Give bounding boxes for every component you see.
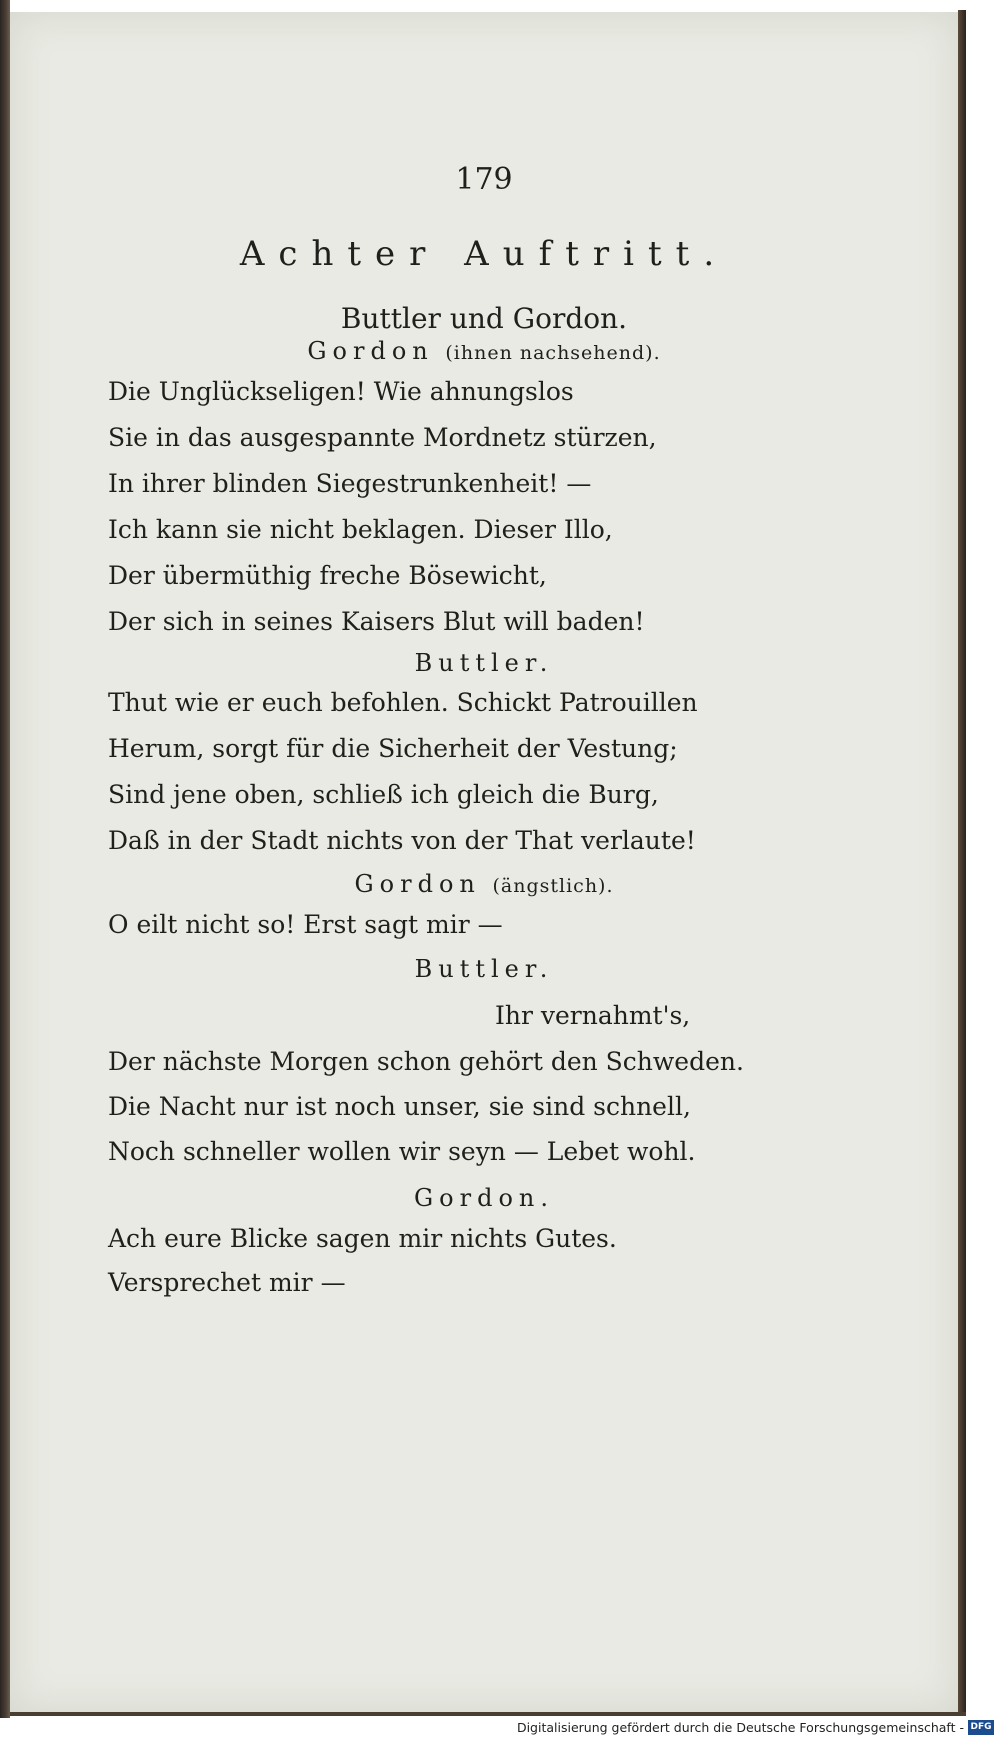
verse-line: Die Unglückseligen! Wie ahnungslos	[108, 377, 574, 406]
speaker-name: Gordon.	[414, 1184, 554, 1212]
verse-line-continuation: Ihr vernahmt's,	[495, 1001, 691, 1030]
book-spine	[0, 0, 10, 1739]
verse-line: Thut wie er euch befohlen. Schickt Patrouillen	[108, 688, 698, 717]
speaker-heading	[10, 1184, 958, 1212]
dfg-logo-icon: DFG	[968, 1720, 994, 1735]
footer-bar	[0, 1718, 1000, 1739]
speaker-heading	[10, 870, 958, 898]
verse-line: Sie in das ausgespannte Mordnetz stürzen,	[108, 423, 657, 452]
verse-line: Ach eure Blicke sagen mir nichts Gutes.	[108, 1224, 617, 1253]
verse-line: Herum, sorgt für die Sicherheit der Vestung;	[108, 734, 678, 763]
verse-line: Noch schneller wollen wir seyn — Lebet wohl.	[108, 1137, 696, 1166]
verse-line: Der nächste Morgen schon gehört den Schweden.	[108, 1047, 744, 1076]
speaker-name: Gordon	[307, 337, 434, 365]
stage-direction: (ängstlich).	[492, 875, 614, 897]
verse-line: Der übermüthig freche Bösewicht,	[108, 561, 547, 590]
speaker-name: Gordon	[354, 870, 481, 898]
speaker-heading	[10, 337, 958, 365]
speaker-name: Buttler.	[414, 955, 554, 983]
funding-notice: Digitalisierung gefördert durch die Deutsche Forschungsgemeinschaft -	[516, 1720, 964, 1735]
speaker-name: Buttler.	[414, 649, 554, 677]
verse-line: Sind jene oben, schließ ich gleich die Burg,	[108, 780, 659, 809]
scene-characters: Buttler und Gordon.	[340, 302, 628, 335]
page-edge	[958, 10, 966, 1712]
page-number: 179	[455, 162, 513, 197]
verse-line: In ihrer blinden Siegestrunkenheit! —	[108, 469, 592, 498]
verse-line: Versprechet mir —	[108, 1268, 346, 1297]
speaker-heading	[10, 955, 958, 983]
page-bottom-edge	[10, 1712, 966, 1716]
verse-line: O eilt nicht so! Erst sagt mir —	[108, 910, 503, 939]
verse-line: Daß in der Stadt nichts von der That verlaute!	[108, 826, 696, 855]
verse-line: Die Nacht nur ist noch unser, sie sind schnell,	[108, 1092, 691, 1121]
scene-title: Achter Auftritt.	[239, 234, 729, 274]
stage-direction: (ihnen nachsehend).	[445, 342, 661, 364]
verse-line: Ich kann sie nicht beklagen. Dieser Illo,	[108, 515, 613, 544]
verse-line: Der sich in seines Kaisers Blut will baden!	[108, 607, 645, 636]
speaker-heading	[10, 649, 958, 677]
book-page	[10, 12, 958, 1712]
